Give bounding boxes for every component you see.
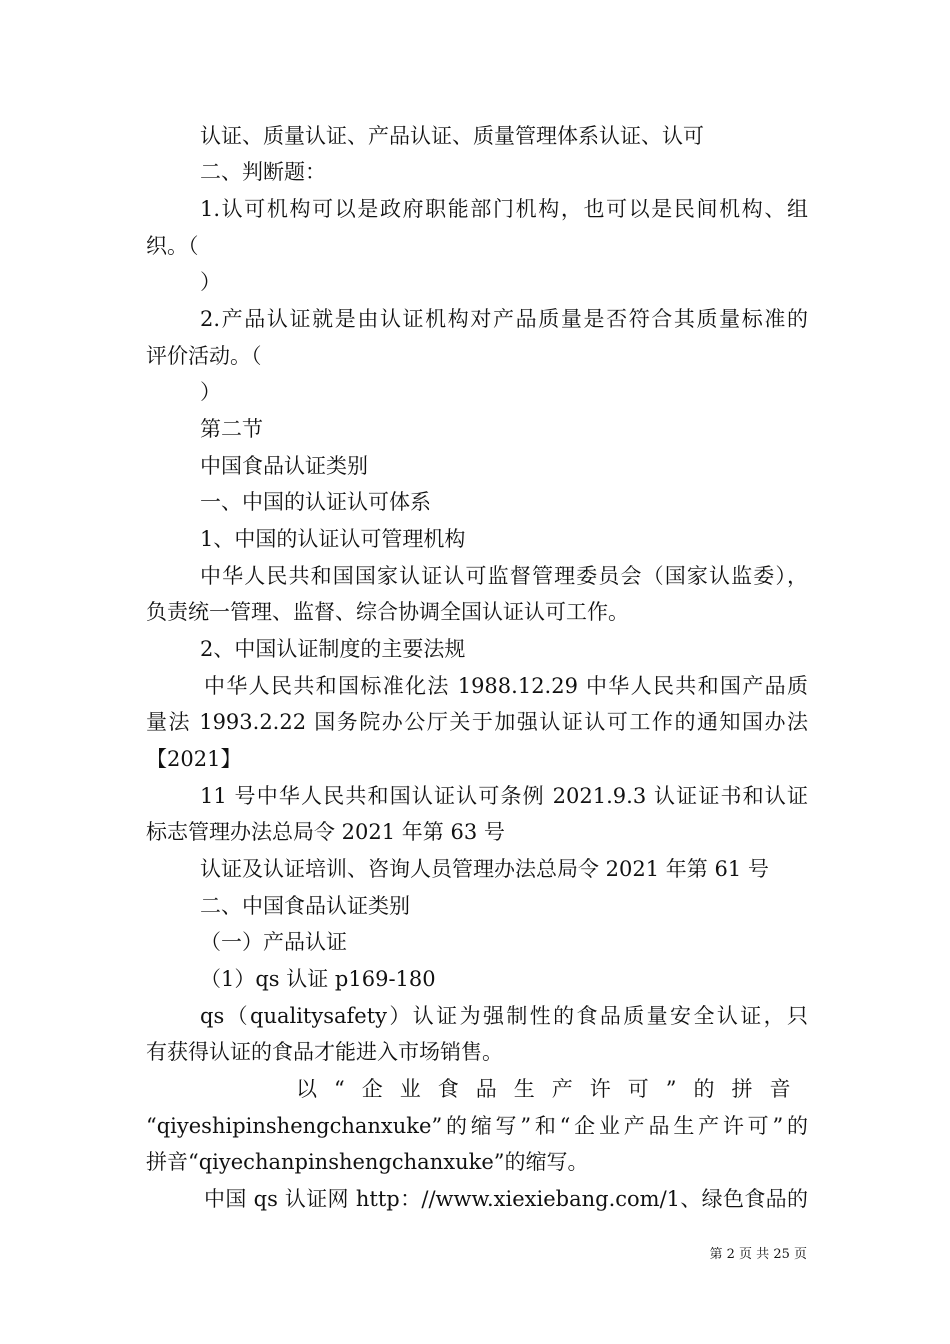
text-line: 1.认可机构可以是政府职能部门机构，也可以是民间机构、组: [200, 197, 808, 221]
section-heading: 2、中国认证制度的主要法规: [200, 637, 466, 661]
text-line: 11 号中华人民共和国认证认可条例 2021.9.3 认证证书和认证: [200, 784, 808, 808]
text-line: 【2021】: [146, 747, 242, 771]
section-heading: （1）qs 认证 p169-180: [200, 967, 436, 991]
section-heading: 一、中国的认证认可体系: [200, 490, 431, 514]
text-line: 认证及认证培训、咨询人员管理办法总局令 2021 年第 61 号: [200, 857, 769, 881]
text-line: 有获得认证的食品才能进入市场销售。: [146, 1040, 503, 1064]
text-line: 认证、质量认证、产品认证、质量管理体系认证、认可: [200, 124, 704, 148]
text-line: 织。（: [146, 234, 199, 258]
text-line: “qiyeshipinshengchanxuke”的缩写”和“企业产品生产许可”的: [146, 1114, 808, 1138]
section-heading: 二、中国食品认证类别: [200, 894, 410, 918]
text-line: 负责统一管理、监督、综合协调全国认证认可工作。: [146, 600, 629, 624]
text-line: ）: [200, 270, 221, 294]
text-line: 量法 1993.2.22 国务院办公厅关于加强认证认可工作的通知国办法: [146, 710, 808, 734]
text-line: 以“企业食品生产许可”的拼音: [296, 1077, 808, 1101]
text-line: 中国 qs 认证网 http：//www.xiexiebang.com/1、绿色食品的: [204, 1187, 808, 1211]
text-line: qs（qualitysafety）认证为强制性的食品质量安全认证，只: [200, 1004, 808, 1028]
section-heading: 第二节: [200, 417, 263, 441]
text-line: 拼音“qiyechanpinshengchanxuke”的缩写。: [146, 1150, 589, 1174]
section-heading: （一）产品认证: [200, 930, 347, 954]
section-heading: 二、判断题：: [200, 160, 326, 184]
text-line: ）: [200, 380, 221, 404]
text-line: 中华人民共和国国家认证认可监督管理委员会（国家认监委），: [200, 564, 808, 588]
text-line: 评价活动。（: [146, 344, 262, 368]
section-heading: 1、中国的认证认可管理机构: [200, 527, 466, 551]
text-line: 中华人民共和国标准化法 1988.12.29 中华人民共和国产品质: [204, 674, 808, 698]
page-number: 第 2 页 共 25 页: [709, 1247, 807, 1262]
text-line: 标志管理办法总局令 2021 年第 63 号: [146, 820, 505, 844]
text-line: 2.产品认证就是由认证机构对产品质量是否符合其质量标准的: [200, 307, 808, 331]
section-heading: 中国食品认证类别: [200, 454, 368, 478]
